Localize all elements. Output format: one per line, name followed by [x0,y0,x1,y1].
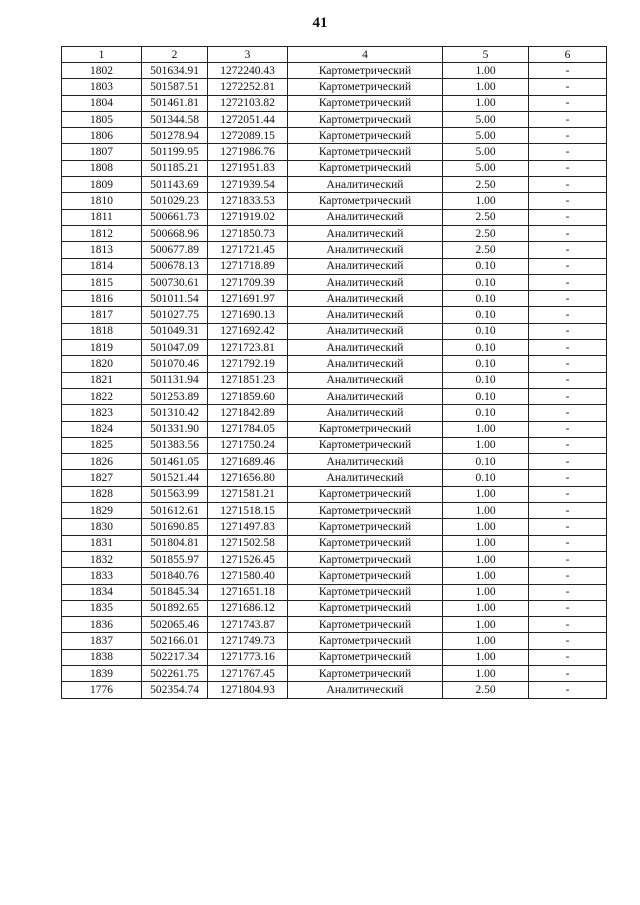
point-number-cell: 1816 [62,291,142,307]
note-cell: - [529,388,607,404]
note-cell: - [529,242,607,258]
note-cell: - [529,519,607,535]
y-coordinate-cell: 1271773.16 [208,649,288,665]
method-cell: Картометрический [288,600,443,616]
note-cell: - [529,193,607,209]
note-cell: - [529,437,607,453]
y-coordinate-cell: 1272089.15 [208,128,288,144]
accuracy-cell: 1.00 [443,535,529,551]
table-header [62,47,607,63]
note-cell: - [529,665,607,681]
table-row [62,486,607,502]
method-cell: Картометрический [288,519,443,535]
method-cell: Картометрический [288,568,443,584]
method-cell: Картометрический [288,535,443,551]
accuracy-cell: 5.00 [443,160,529,176]
note-cell: - [529,454,607,470]
y-coordinate-cell: 1271859.60 [208,388,288,404]
y-coordinate-cell: 1271502.58 [208,535,288,551]
x-coordinate-cell: 502065.46 [142,617,208,633]
x-coordinate-cell: 501690.85 [142,519,208,535]
table-row [62,160,607,176]
table-row [62,551,607,567]
point-number-cell: 1822 [62,388,142,404]
accuracy-cell: 1.00 [443,568,529,584]
x-coordinate-cell: 501587.51 [142,79,208,95]
x-coordinate-cell: 501029.23 [142,193,208,209]
point-number-cell: 1830 [62,519,142,535]
y-coordinate-cell: 1271690.13 [208,307,288,323]
method-cell: Аналитический [288,682,443,698]
table-body [62,63,607,699]
y-coordinate-cell: 1271651.18 [208,584,288,600]
accuracy-cell: 1.00 [443,584,529,600]
x-coordinate-cell: 501278.94 [142,128,208,144]
x-coordinate-cell: 502354.74 [142,682,208,698]
point-number-cell: 1826 [62,454,142,470]
accuracy-cell: 0.10 [443,470,529,486]
note-cell: - [529,633,607,649]
note-cell: - [529,535,607,551]
table-row [62,63,607,79]
x-coordinate-cell: 501563.99 [142,486,208,502]
header-cell-2: 2 [142,47,208,63]
point-number-cell: 1836 [62,617,142,633]
table-row [62,177,607,193]
note-cell: - [529,421,607,437]
table-row [62,437,607,453]
table-row [62,144,607,160]
accuracy-cell: 1.00 [443,617,529,633]
table-row [62,665,607,681]
table-row [62,470,607,486]
table-row [62,128,607,144]
table-row [62,454,607,470]
accuracy-cell: 0.10 [443,258,529,274]
y-coordinate-cell: 1271518.15 [208,503,288,519]
page-number: 41 [312,15,328,31]
y-coordinate-cell: 1271804.93 [208,682,288,698]
accuracy-cell: 1.00 [443,63,529,79]
accuracy-cell: 1.00 [443,665,529,681]
accuracy-cell: 0.10 [443,340,529,356]
accuracy-cell: 1.00 [443,649,529,665]
method-cell: Аналитический [288,356,443,372]
note-cell: - [529,323,607,339]
x-coordinate-cell: 500730.61 [142,274,208,290]
y-coordinate-cell: 1271656.80 [208,470,288,486]
table-row [62,600,607,616]
y-coordinate-cell: 1271709.39 [208,274,288,290]
point-number-cell: 1808 [62,160,142,176]
table-row [62,356,607,372]
y-coordinate-cell: 1271689.46 [208,454,288,470]
accuracy-cell: 0.10 [443,274,529,290]
point-number-cell: 1806 [62,128,142,144]
x-coordinate-cell: 501855.97 [142,551,208,567]
header-cell-6: 6 [529,47,607,63]
table-row [62,388,607,404]
x-coordinate-cell: 501310.42 [142,405,208,421]
x-coordinate-cell: 501383.56 [142,437,208,453]
table-row [62,225,607,241]
y-coordinate-cell: 1271951.83 [208,160,288,176]
accuracy-cell: 1.00 [443,486,529,502]
x-coordinate-cell: 501344.58 [142,111,208,127]
note-cell: - [529,291,607,307]
note-cell: - [529,600,607,616]
y-coordinate-cell: 1271723.81 [208,340,288,356]
accuracy-cell: 5.00 [443,111,529,127]
note-cell: - [529,356,607,372]
method-cell: Картометрический [288,63,443,79]
method-cell: Картометрический [288,633,443,649]
table-row [62,519,607,535]
header-cell-1: 1 [62,47,142,63]
x-coordinate-cell: 501131.94 [142,372,208,388]
y-coordinate-cell: 1271743.87 [208,617,288,633]
method-cell: Аналитический [288,405,443,421]
x-coordinate-cell: 501011.54 [142,291,208,307]
y-coordinate-cell: 1271686.12 [208,600,288,616]
note-cell: - [529,682,607,698]
point-number-cell: 1834 [62,584,142,600]
x-coordinate-cell: 501845.34 [142,584,208,600]
accuracy-cell: 5.00 [443,128,529,144]
accuracy-cell: 2.50 [443,225,529,241]
note-cell: - [529,63,607,79]
method-cell: Аналитический [288,209,443,225]
point-number-cell: 1821 [62,372,142,388]
table-row [62,682,607,698]
method-cell: Аналитический [288,388,443,404]
note-cell: - [529,568,607,584]
table-row [62,95,607,111]
accuracy-cell: 1.00 [443,551,529,567]
method-cell: Аналитический [288,340,443,356]
table-row [62,503,607,519]
coordinates-table [61,46,607,699]
note-cell: - [529,486,607,502]
accuracy-cell: 2.50 [443,209,529,225]
y-coordinate-cell: 1271581.21 [208,486,288,502]
table-row [62,242,607,258]
point-number-cell: 1812 [62,225,142,241]
x-coordinate-cell: 501804.81 [142,535,208,551]
note-cell: - [529,405,607,421]
x-coordinate-cell: 501634.91 [142,63,208,79]
point-number-cell: 1825 [62,437,142,453]
y-coordinate-cell: 1271842.89 [208,405,288,421]
table-row [62,209,607,225]
note-cell: - [529,470,607,486]
table-row [62,535,607,551]
x-coordinate-cell: 501185.21 [142,160,208,176]
header-cell-4: 4 [288,47,443,63]
y-coordinate-cell: 1271718.89 [208,258,288,274]
x-coordinate-cell: 501840.76 [142,568,208,584]
accuracy-cell: 0.10 [443,372,529,388]
point-number-cell: 1813 [62,242,142,258]
method-cell: Картометрический [288,160,443,176]
method-cell: Картометрический [288,437,443,453]
x-coordinate-cell: 502217.34 [142,649,208,665]
table-row [62,405,607,421]
point-number-cell: 1804 [62,95,142,111]
point-number-cell: 1835 [62,600,142,616]
note-cell: - [529,177,607,193]
method-cell: Картометрический [288,551,443,567]
table-row [62,79,607,95]
note-cell: - [529,503,607,519]
point-number-cell: 1832 [62,551,142,567]
y-coordinate-cell: 1271986.76 [208,144,288,160]
table-row [62,568,607,584]
y-coordinate-cell: 1272252.81 [208,79,288,95]
method-cell: Аналитический [288,470,443,486]
table-row [62,649,607,665]
table-row [62,274,607,290]
x-coordinate-cell: 501461.81 [142,95,208,111]
note-cell: - [529,209,607,225]
header-row [62,47,607,63]
table-row [62,584,607,600]
y-coordinate-cell: 1271526.45 [208,551,288,567]
table-row [62,291,607,307]
note-cell: - [529,274,607,290]
note-cell: - [529,649,607,665]
table-row [62,258,607,274]
note-cell: - [529,95,607,111]
point-number-cell: 1823 [62,405,142,421]
accuracy-cell: 2.50 [443,242,529,258]
point-number-cell: 1815 [62,274,142,290]
method-cell: Аналитический [288,291,443,307]
x-coordinate-cell: 501892.65 [142,600,208,616]
accuracy-cell: 1.00 [443,193,529,209]
y-coordinate-cell: 1271767.45 [208,665,288,681]
note-cell: - [529,128,607,144]
x-coordinate-cell: 501461.05 [142,454,208,470]
accuracy-cell: 0.10 [443,356,529,372]
accuracy-cell: 1.00 [443,421,529,437]
y-coordinate-cell: 1271792.19 [208,356,288,372]
method-cell: Аналитический [288,454,443,470]
y-coordinate-cell: 1271749.73 [208,633,288,649]
x-coordinate-cell: 501027.75 [142,307,208,323]
y-coordinate-cell: 1271580.40 [208,568,288,584]
point-number-cell: 1827 [62,470,142,486]
note-cell: - [529,225,607,241]
method-cell: Аналитический [288,258,443,274]
y-coordinate-cell: 1271919.02 [208,209,288,225]
accuracy-cell: 0.10 [443,291,529,307]
point-number-cell: 1818 [62,323,142,339]
point-number-cell: 1817 [62,307,142,323]
y-coordinate-cell: 1272103.82 [208,95,288,111]
point-number-cell: 1828 [62,486,142,502]
point-number-cell: 1833 [62,568,142,584]
point-number-cell: 1831 [62,535,142,551]
x-coordinate-cell: 500661.73 [142,209,208,225]
point-number-cell: 1809 [62,177,142,193]
y-coordinate-cell: 1271497.83 [208,519,288,535]
y-coordinate-cell: 1271850.73 [208,225,288,241]
x-coordinate-cell: 501253.89 [142,388,208,404]
x-coordinate-cell: 500668.96 [142,225,208,241]
y-coordinate-cell: 1271784.05 [208,421,288,437]
note-cell: - [529,144,607,160]
accuracy-cell: 1.00 [443,95,529,111]
table-row [62,372,607,388]
method-cell: Аналитический [288,242,443,258]
point-number-cell: 1810 [62,193,142,209]
x-coordinate-cell: 501049.31 [142,323,208,339]
accuracy-cell: 1.00 [443,519,529,535]
method-cell: Аналитический [288,177,443,193]
accuracy-cell: 2.50 [443,177,529,193]
table-row [62,323,607,339]
point-number-cell: 1814 [62,258,142,274]
table-row [62,633,607,649]
x-coordinate-cell: 501199.95 [142,144,208,160]
method-cell: Аналитический [288,323,443,339]
note-cell: - [529,160,607,176]
table-row [62,340,607,356]
accuracy-cell: 1.00 [443,79,529,95]
y-coordinate-cell: 1271851.23 [208,372,288,388]
point-number-cell: 1819 [62,340,142,356]
header-cell-5: 5 [443,47,529,63]
accuracy-cell: 1.00 [443,437,529,453]
x-coordinate-cell: 501521.44 [142,470,208,486]
header-cell-3: 3 [208,47,288,63]
x-coordinate-cell: 501047.09 [142,340,208,356]
y-coordinate-cell: 1271833.53 [208,193,288,209]
table-row [62,111,607,127]
accuracy-cell: 1.00 [443,600,529,616]
table-row [62,193,607,209]
point-number-cell: 1802 [62,63,142,79]
note-cell: - [529,340,607,356]
x-coordinate-cell: 502166.01 [142,633,208,649]
y-coordinate-cell: 1271692.42 [208,323,288,339]
accuracy-cell: 1.00 [443,633,529,649]
note-cell: - [529,617,607,633]
accuracy-cell: 2.50 [443,682,529,698]
y-coordinate-cell: 1271939.54 [208,177,288,193]
y-coordinate-cell: 1271750.24 [208,437,288,453]
point-number-cell: 1839 [62,665,142,681]
method-cell: Аналитический [288,372,443,388]
x-coordinate-cell: 500678.13 [142,258,208,274]
x-coordinate-cell: 500677.89 [142,242,208,258]
y-coordinate-cell: 1272240.43 [208,63,288,79]
accuracy-cell: 1.00 [443,503,529,519]
method-cell: Картометрический [288,144,443,160]
table-row [62,617,607,633]
x-coordinate-cell: 501070.46 [142,356,208,372]
x-coordinate-cell: 501331.90 [142,421,208,437]
note-cell: - [529,584,607,600]
x-coordinate-cell: 501612.61 [142,503,208,519]
point-number-cell: 1837 [62,633,142,649]
accuracy-cell: 0.10 [443,405,529,421]
point-number-cell: 1805 [62,111,142,127]
method-cell: Аналитический [288,307,443,323]
accuracy-cell: 0.10 [443,388,529,404]
table-row [62,421,607,437]
note-cell: - [529,551,607,567]
y-coordinate-cell: 1272051.44 [208,111,288,127]
x-coordinate-cell: 502261.75 [142,665,208,681]
method-cell: Картометрический [288,584,443,600]
note-cell: - [529,372,607,388]
note-cell: - [529,111,607,127]
method-cell: Картометрический [288,79,443,95]
method-cell: Картометрический [288,111,443,127]
point-number-cell: 1776 [62,682,142,698]
point-number-cell: 1811 [62,209,142,225]
point-number-cell: 1824 [62,421,142,437]
method-cell: Картометрический [288,95,443,111]
method-cell: Картометрический [288,128,443,144]
table-row [62,307,607,323]
accuracy-cell: 5.00 [443,144,529,160]
accuracy-cell: 0.10 [443,307,529,323]
method-cell: Картометрический [288,486,443,502]
method-cell: Картометрический [288,193,443,209]
method-cell: Картометрический [288,503,443,519]
accuracy-cell: 0.10 [443,454,529,470]
accuracy-cell: 0.10 [443,323,529,339]
method-cell: Картометрический [288,617,443,633]
point-number-cell: 1838 [62,649,142,665]
note-cell: - [529,307,607,323]
method-cell: Аналитический [288,274,443,290]
note-cell: - [529,79,607,95]
method-cell: Картометрический [288,421,443,437]
note-cell: - [529,258,607,274]
x-coordinate-cell: 501143.69 [142,177,208,193]
method-cell: Картометрический [288,649,443,665]
point-number-cell: 1803 [62,79,142,95]
y-coordinate-cell: 1271691.97 [208,291,288,307]
point-number-cell: 1807 [62,144,142,160]
y-coordinate-cell: 1271721.45 [208,242,288,258]
point-number-cell: 1820 [62,356,142,372]
method-cell: Картометрический [288,665,443,681]
point-number-cell: 1829 [62,503,142,519]
method-cell: Аналитический [288,225,443,241]
